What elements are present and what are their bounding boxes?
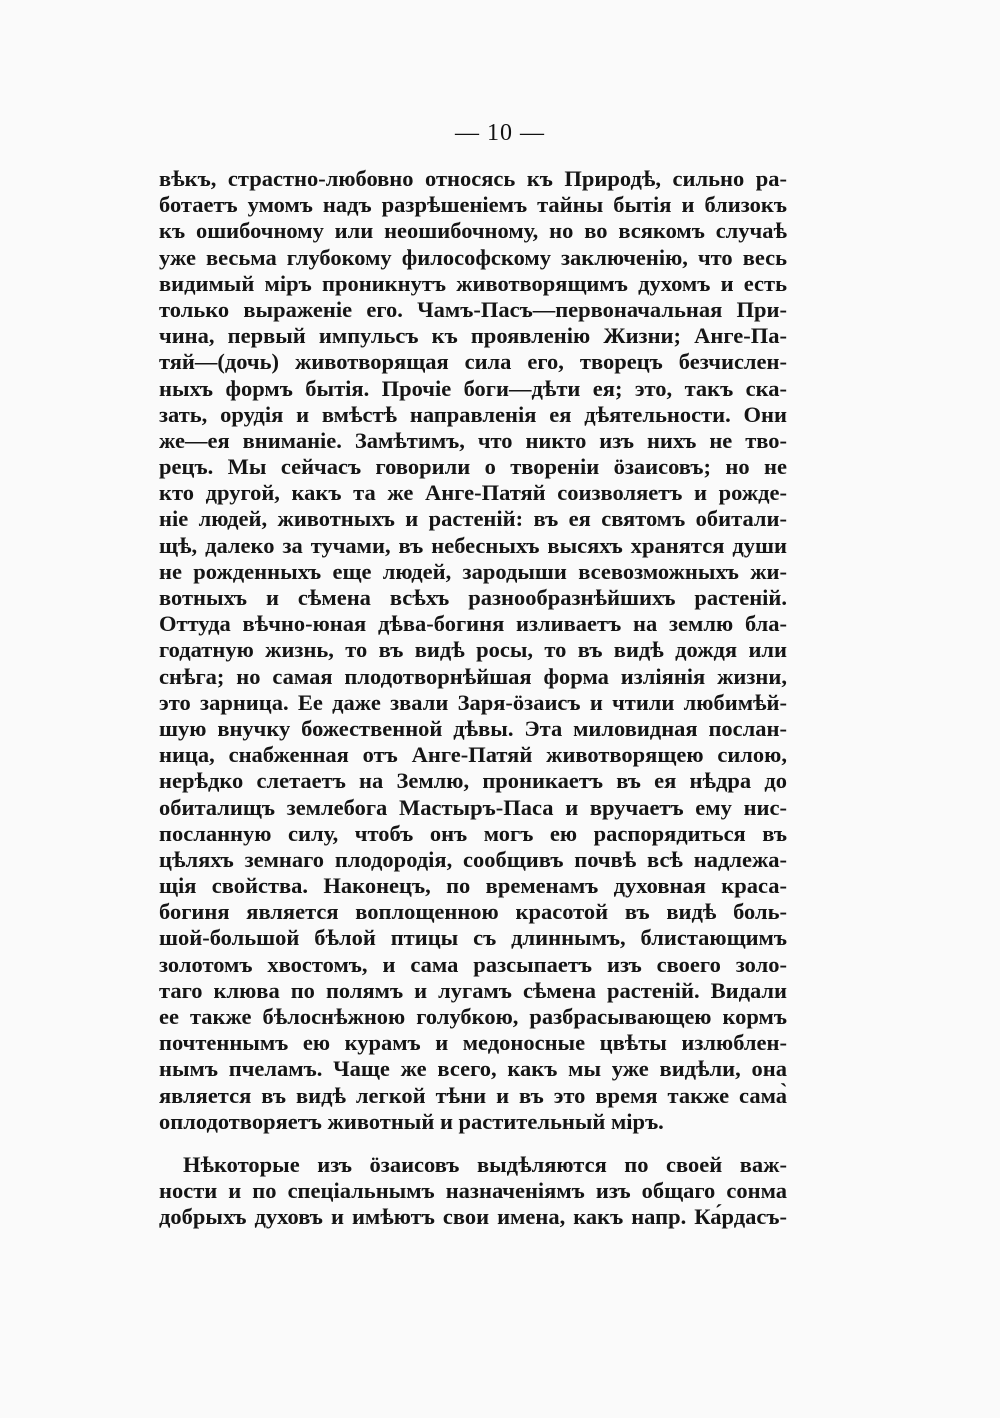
text-line: не рожденныхъ еще людей, зародыши всевозможныхъ жи- [159, 558, 787, 584]
text-line: вѣкъ, страстно-любовно относясь къ Природѣ, сильно ра- [159, 166, 787, 191]
text-line: обиталищъ землебога Мастыръ-Паса и вручаетъ ему нис- [159, 794, 787, 820]
text-line: снѣга; но самая плодотворнѣйшая форма изліянія жизни, [159, 663, 787, 689]
text-line: добрыхъ духовъ и имѣютъ свои имена, какъ напр. Ка́рдасъ- [159, 1204, 787, 1230]
text-line: видимый міръ проникнутъ животворящимъ духомъ и есть [159, 270, 787, 296]
text-line: цѣляхъ земнаго плодородія, сообщивъ почвѣ всѣ надлежа- [159, 846, 787, 872]
text-line: ніе людей, животныхъ и растеній: въ ея святомъ обитали- [159, 506, 787, 532]
text-line: щѣ, далеко за тучами, въ небесныхъ высяхъ хранятся души [159, 532, 787, 558]
text-line: Оттуда вѣчно-юная дѣва-богиня изливаетъ на землю бла- [159, 611, 787, 637]
text-line: только выраженіе его. Чамъ-Пасъ—первоначальная При- [159, 296, 787, 322]
text-line: золотомъ хвостомъ, и сама разсыпаетъ изъ своего золо- [159, 951, 787, 977]
text-line: является въ видѣ легкой тѣни и въ это время также сама̀ [159, 1082, 787, 1108]
text-line: нымъ пчеламъ. Чаще же всего, какъ мы уже видѣли, она [159, 1056, 787, 1082]
text-line: къ ошибочному или неошибочному, но во всякомъ случаѣ [159, 218, 787, 244]
paragraph [159, 1152, 787, 1231]
text-line: Нѣкоторые изъ ӧзаисовъ выдѣляются по своей важ- [183, 1152, 787, 1177]
text-line: тяй—(дочь) животворящая сила его, творецъ безчислен- [159, 349, 787, 375]
text-line: рецъ. Мы сейчасъ говорили о твореніи ӧзаисовъ; но не [159, 454, 787, 480]
text-line: посланную силу, чтобъ онъ могъ ею распорядиться въ [159, 820, 787, 846]
text-line: богиня является воплощенною красотой въ видѣ боль- [159, 899, 787, 925]
text-line: нерѣдко слетаетъ на Землю, проникаетъ въ ея нѣдра до [159, 768, 787, 794]
text-line: же—ея вниманіе. Замѣтимъ, что никто изъ нихъ не тво- [159, 427, 787, 453]
text-line: шой-большой бѣлой птицы съ длиннымъ, блистающимъ [159, 925, 787, 951]
text-line: почтеннымъ ею курамъ и медоносные цвѣты излюблен- [159, 1030, 787, 1056]
text-line: это зарница. Ее даже звали Заря-ӧзаисъ и чтили любимѣй- [159, 689, 787, 715]
text-line: зать, орудія и вмѣстѣ направленія ея дѣятельности. Они [159, 401, 787, 427]
text-line: оплодотворяетъ животный и растительный міръ. [159, 1108, 664, 1134]
text-line: ботаетъ умомъ надъ разрѣшеніемъ тайны бытія и близокъ [159, 192, 787, 218]
text-line: шую внучку божественной дѣвы. Эта миловидная послан- [159, 715, 787, 741]
text-line: ее также бѣлоснѣжною голубкою, разбрасывающею кормъ [159, 1004, 787, 1029]
text-line: годатную жизнь, то въ видѣ росы, то въ видѣ дождя или [159, 637, 787, 663]
text-line: щія свойства. Наконецъ, по временамъ духовная краса- [159, 873, 787, 899]
text-line: ности и по спеціальнымъ назначеніямъ изъ общаго сонма [159, 1178, 787, 1204]
text-line: таго клюва по полямъ и лугамъ сѣмена растеній. Видали [159, 977, 787, 1003]
text-line: уже весьма глубокому философскому заключенію, что весь [159, 244, 787, 270]
text-line: кто другой, какъ та же Анге-Патяй соизволяетъ и рожде- [159, 480, 787, 506]
text-line: вотныхъ и сѣмена всѣхъ разнообразнѣйшихъ растеній. [159, 585, 787, 610]
text-line: ница, снабженная отъ Анге-Патяй животворящею силою, [159, 742, 787, 768]
text-line: ныхъ формъ бытія. Прочіе боги—дѣти ея; это, такъ ска- [159, 375, 787, 401]
paragraph [159, 166, 787, 1135]
page-number: — 10 — [455, 120, 545, 146]
text-line: чина, первый импульсъ къ проявленію Жизни; Анге-Па- [159, 323, 787, 349]
